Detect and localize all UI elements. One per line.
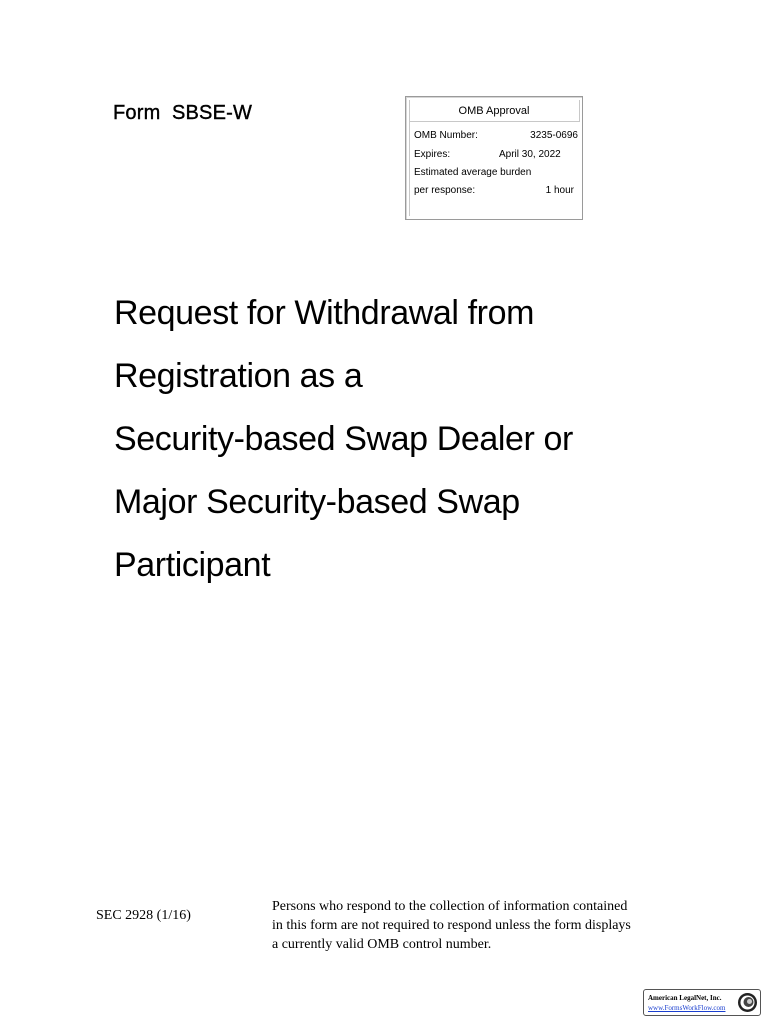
omb-per-response-row xyxy=(414,185,578,199)
form-title xyxy=(114,282,674,597)
sec-form-code: SEC 2928 (1/16) xyxy=(96,908,191,923)
omb-expires-value: April 30, 2022 xyxy=(499,149,561,160)
form-title-line: Registration as a xyxy=(114,357,363,395)
notice-line: a currently valid OMB control number. xyxy=(272,937,492,952)
omb-burden-row xyxy=(414,167,578,181)
omb-expires-row xyxy=(414,149,578,163)
omb-expires-label: Expires: xyxy=(414,149,451,160)
publisher-link[interactable]: www.FormsWorkFlow.com xyxy=(648,1004,726,1012)
omb-number-value: 3235-0696 xyxy=(530,130,578,141)
form-title-line: Request for Withdrawal from xyxy=(114,294,535,332)
omb-per-response-label: per response: xyxy=(414,185,476,196)
omb-burden-label: Estimated average burden xyxy=(414,167,532,178)
notice-line: in this form are not required to respond unless the form displays xyxy=(272,918,631,933)
form-title-line: Participant xyxy=(114,546,271,584)
notice-line: Persons who respond to the collection of information contained xyxy=(272,899,628,914)
form-title-line: Major Security-based Swap xyxy=(114,483,520,521)
omb-approval-header: OMB Approval xyxy=(409,100,580,122)
omb-number-label: OMB Number: xyxy=(414,130,478,141)
omb-number-row xyxy=(414,130,578,144)
form-identifier: Form SBSE-W xyxy=(113,102,253,124)
omb-approval-box xyxy=(405,96,583,220)
paperwork-notice xyxy=(272,897,672,954)
publisher-badge[interactable] xyxy=(643,989,761,1016)
form-title-line: Security-based Swap Dealer or xyxy=(114,420,573,458)
publisher-name: American LegalNet, Inc. xyxy=(648,994,722,1002)
omb-per-response-value: 1 hour xyxy=(545,185,574,196)
legalnet-logo-icon xyxy=(737,992,758,1013)
